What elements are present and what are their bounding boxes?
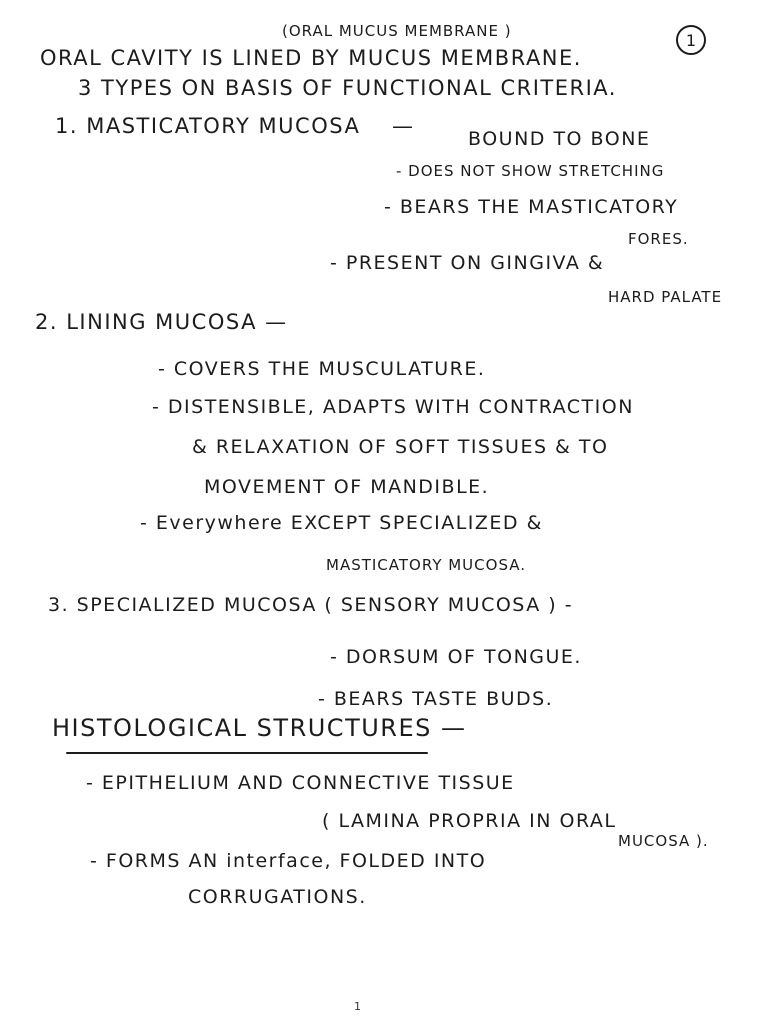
masticatory-point-1: BOUND TO BONE [468,128,651,150]
histology-point-2a: - FORMS AN interface, FOLDED INTO [90,850,487,872]
masticatory-title: 1. MASTICATORY MUCOSA [55,114,361,138]
page-number: 1 [354,1000,361,1013]
lining-title: 2. LINING MUCOSA — [35,310,288,334]
page-title: (ORAL MUCUS MEMBRANE ) [282,22,512,40]
masticatory-dash: — [392,114,415,138]
lining-point-1: - COVERS THE MUSCULATURE. [158,358,486,380]
lining-point-3b: MASTICATORY MUCOSA. [326,556,527,574]
lining-point-2b: & RELAXATION OF SOFT TISSUES & TO [192,436,609,458]
specialized-point-1: - DORSUM OF TONGUE. [330,646,582,668]
histology-point-1a: - EPITHELIUM AND CONNECTIVE TISSUE [86,772,515,794]
intro-line-1: ORAL CAVITY IS LINED BY MUCUS MEMBRANE. [40,46,582,70]
histology-title: HISTOLOGICAL STRUCTURES — [52,714,467,742]
intro-line-2: 3 TYPES ON BASIS OF FUNCTIONAL CRITERIA. [78,76,617,100]
lining-point-3a: - Everywhere EXCEPT SPECIALIZED & [140,512,543,534]
page-marker-circle: 1 [676,25,706,55]
masticatory-point-4b: HARD PALATE [608,288,723,306]
lining-point-2c: MOVEMENT OF MANDIBLE. [204,476,490,498]
masticatory-point-3b: FORES. [628,230,689,248]
histology-point-2b: CORRUGATIONS. [188,886,367,908]
histology-point-1c: MUCOSA ). [618,832,709,850]
lining-point-2a: - DISTENSIBLE, ADAPTS WITH CONTRACTION [152,396,634,418]
specialized-title: 3. SPECIALIZED MUCOSA ( SENSORY MUCOSA ) - [48,594,574,616]
masticatory-point-3a: - BEARS THE MASTICATORY [384,196,679,218]
masticatory-point-2: - DOES NOT SHOW STRETCHING [396,162,665,180]
histology-title-underline [66,752,428,754]
histology-point-1b: ( LAMINA PROPRIA IN ORAL [322,810,617,832]
masticatory-point-4a: - PRESENT ON GINGIVA & [330,252,605,274]
specialized-point-2: - BEARS TASTE BUDS. [318,688,554,710]
